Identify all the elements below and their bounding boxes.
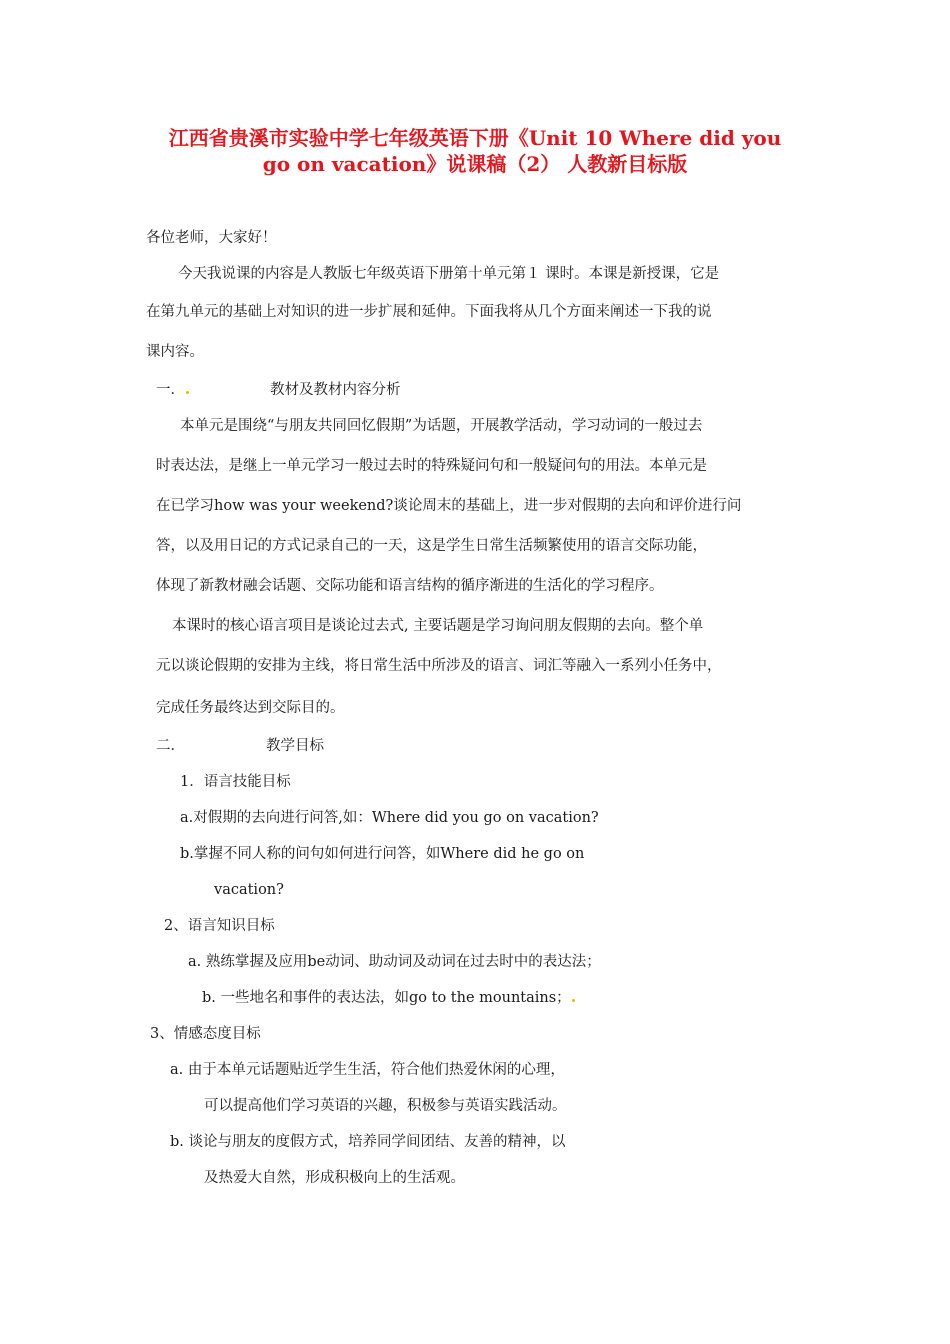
sub-2-item-b (202, 988, 576, 1008)
greeting: 各位老师，大家好！ (146, 230, 277, 246)
section-1-para2-line: 本课时的核心语言项目是谈论过去式, 主要话题是学习询问朋友假期的去向。整个单 (172, 618, 704, 634)
section-1-para1-line: 答，以及用日记的方式记录自己的一天，这是学生日常生活频繁使用的语言交际功能， (156, 538, 707, 554)
sub-3-heading: 3、情感态度目标 (150, 1026, 261, 1042)
yellow-mark (186, 391, 189, 394)
intro-line: 今天我说课的内容是人教版七年级英语下册第十单元第１ 课时。本课是新授课，它是 (178, 266, 720, 282)
section-1-para2-line: 元以谈论假期的安排为主线，将日常生活中所涉及的语言、词汇等融入一系列小任务中， (156, 658, 722, 674)
sub-1-item-a: a.对假期的去向进行问答,如：Where did you go on vacation? (180, 810, 599, 826)
section-1-para1-line: 时表达法，是继上一单元学习一般过去时的特殊疑问句和一般疑问句的用法。本单元是 (156, 458, 707, 474)
section-1-number-text: 一． (156, 382, 185, 398)
sub-1-item-b: b.掌握不同人称的问句如何进行问答，如Where did he go on (180, 846, 585, 862)
sub-2-heading: 2、语言知识目标 (164, 918, 275, 934)
sub-3-item-a: a. 由于本单元话题贴近学生生活，符合他们热爱休闲的心理， (170, 1062, 565, 1078)
section-1-heading: 教材及教材内容分析 (270, 382, 401, 398)
yellow-mark (572, 999, 575, 1002)
section-1-para2-line: 完成任务最终达到交际目的。 (156, 700, 345, 716)
intro-line: 课内容。 (146, 344, 204, 360)
section-1-number (156, 380, 190, 400)
section-2-heading: 教学目标 (266, 738, 324, 754)
intro-line: 在第九单元的基础上对知识的进一步扩展和延伸。下面我将从几个方面来阐述一下我的说 (146, 304, 712, 320)
sub-3-item-a-cont: 可以提高他们学习英语的兴趣，积极参与英语实践活动。 (204, 1098, 567, 1114)
section-1-para1-line: 体现了新教材融会话题、交际功能和语言结构的循序渐进的生活化的学习程序。 (156, 578, 664, 594)
sub-3-item-b-cont: 及热爱大自然，形成积极向上的生活观。 (204, 1170, 465, 1186)
sub-2-item-b-text: b. 一些地名和事件的表达法，如go to the mountains； (202, 990, 571, 1006)
sub-2-item-a: a. 熟练掌握及应用be动词、助动词及动词在过去时中的表达法； (188, 954, 601, 970)
sub-3-item-b: b. 谈论与朋友的度假方式，培养同学间团结、友善的精神，以 (170, 1134, 566, 1150)
sub-1-heading: 1．语言技能目标 (180, 774, 291, 790)
section-1-para1-line: 本单元是围绕“与朋友共同回忆假期”为话题，开展教学活动，学习动词的一般过去 (180, 418, 703, 434)
document-title-line-2: go on vacation》说课稿（2） 人教新目标版 (262, 152, 688, 176)
section-1-para1-line: 在已学习how was your weekend?谈论周末的基础上，进一步对假期的去向和评价进行问 (156, 498, 742, 514)
document-title-line-1: 江西省贵溪市实验中学七年级英语下册《Unit 10 Where did you (168, 126, 782, 150)
sub-1-item-b-cont: vacation? (214, 882, 284, 898)
section-2-number: 二． (156, 738, 185, 754)
